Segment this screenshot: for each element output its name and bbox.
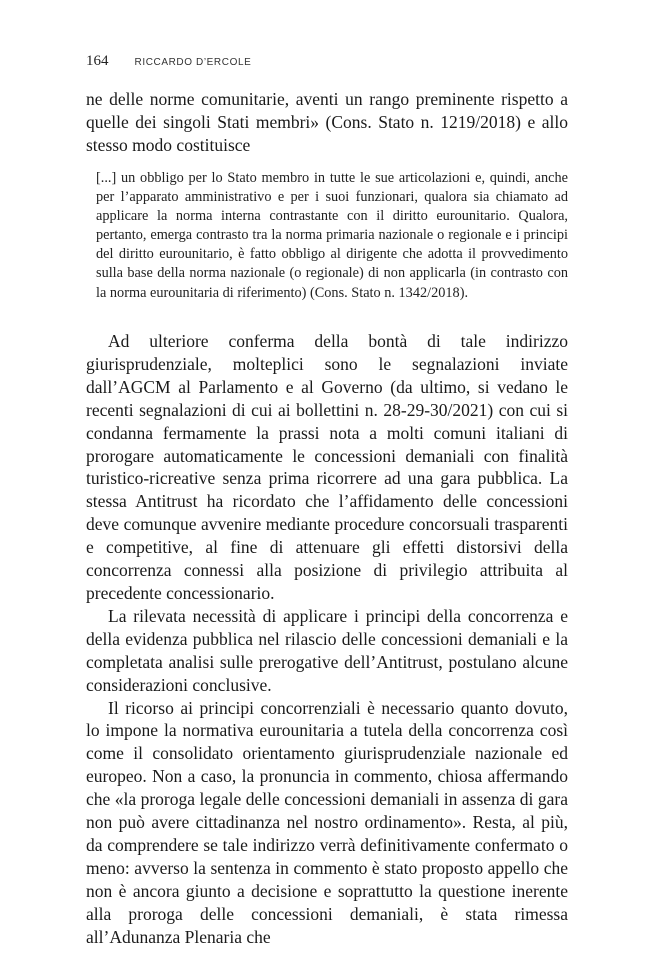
- block-quote: [...] un obbligo per lo Stato membro in tutte le sue articolazioni e, quindi, anche per l’apparato amministrativo e per i suoi funzionari, qualora sia chiamato ad applicare la norma interna contrastante con il diritto eurounitario. Qualora, pertanto, emerga contrasto tra la norma primaria nazionale o regionale e i principi del diritto eurounitario, è fatto obbligo al dirigente che adotta il provvedimento sulla base della norma nazionale (o regionale) di non applicarla (in contrasto con la norma eurounitaria di riferimento) (Cons. Stato n. 1342/2018).: [96, 170, 568, 301]
- opening-paragraph-block: [86, 88, 568, 157]
- running-head: RICCARDO D’ERCOLE: [134, 57, 252, 68]
- opening-paragraph: ne delle norme comunitarie, aventi un rango preminente rispetto a quelle dei singoli Stati membri» (Cons. Stato n. 1219/2018) e allo stesso modo costituisce: [86, 89, 568, 155]
- paragraph: Il ricorso ai principi concorrenziali è necessario quanto dovuto, lo impone la normativa eurounitaria a tutela della concorrenza così come il consolidato orientamento giurisprudenziale nazionale ed europeo. Non a caso, la pronuncia in commento, chiosa affermando che «la proroga legale delle concessioni demaniali in assenza di gara non può avere cittadinanza nel nostro ordinamento». Resta, al più, da comprendere se tale indirizzo verrà definitivamente confermato o meno: avverso la sentenza in commento è stato proposto appello che non è ancora giunto a decisione e soprattutto la questione inerente alla proroga delle concessioni demaniali, è stata rimessa all’Adunanza Plenaria che: [86, 697, 568, 947]
- paragraph: Ad ulteriore conferma della bontà di tale indirizzo giurisprudenziale, molteplici sono le segnalazioni inviate dall’AGCM al Parlamento e al Governo (da ultimo, si vedano le recenti segnalazioni di cui ai bollettini n. 28-29-30/2021) con cui si condanna fermamente la prassi nota a molti comuni italiani di prorogare automaticamente le concessioni demaniali con finalità turistico-ricreative senza prima ricorrere ad una gara pubblica. La stessa Antitrust ha ricordato che l’affidamento delle concessioni deve comunque avvenire mediante procedure concorsuali trasparenti e competitive, al fine di attenuare gli effetti distorsivi della concorrenza connessi alla posizione di privilegio attribuita al precedente concessionario.: [86, 331, 568, 603]
- page-header: [86, 53, 251, 73]
- main-text: [86, 330, 568, 948]
- paragraph: La rilevata necessità di applicare i principi della concorrenza e della evidenza pubblica nel rilascio delle concessioni demaniali e la completata analisi sulle prerogative dell’Antitrust, postulano alcune considerazioni conclusive.: [86, 605, 568, 695]
- page-number: 164: [86, 53, 109, 69]
